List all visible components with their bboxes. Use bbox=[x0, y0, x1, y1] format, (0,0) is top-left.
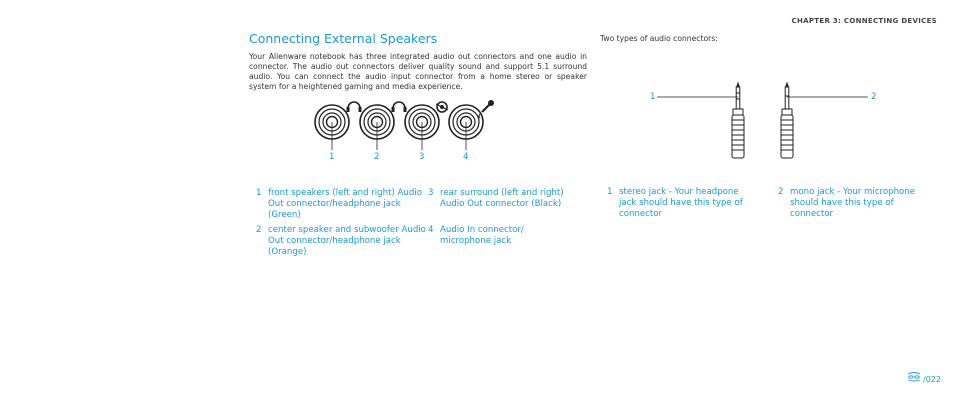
list-item-text: rear surround (left and right) Audio Out connector (Black) bbox=[440, 188, 564, 209]
callout-number: 2 bbox=[374, 152, 380, 162]
list-item-number: 4 bbox=[428, 225, 434, 235]
callout-number: 2 bbox=[871, 92, 877, 102]
callout-number: 1 bbox=[650, 92, 656, 102]
section-title: Connecting External Speakers bbox=[249, 31, 438, 46]
list-item-number: 2 bbox=[256, 225, 262, 235]
list-item-text: front speakers (left and right) Audio Out connector/headphone jack (Green) bbox=[268, 188, 422, 220]
list-item bbox=[607, 187, 767, 223]
headphone-icon bbox=[347, 102, 362, 112]
list-item bbox=[256, 225, 426, 261]
page-number-value: 022 bbox=[925, 375, 941, 384]
list-item bbox=[256, 188, 426, 224]
intro-paragraph: Your Alienware notebook has three integrated audio out connectors and one audio in connector. The audio out connectors deliver quality sound and support 5.1 surround audio. You can connect the audio input connector from a home stereo or speaker system for a heightened gaming and media experience. bbox=[249, 52, 587, 91]
chapter-header: CHAPTER 3: CONNECTING DEVICES bbox=[791, 17, 937, 25]
list-item-number: 2 bbox=[778, 187, 784, 197]
list-item bbox=[428, 225, 588, 261]
list-item-text: mono jack - Your microphone should have this type of connector bbox=[790, 187, 916, 219]
mono-jack-icon bbox=[781, 83, 793, 158]
list-item-number: 3 bbox=[428, 188, 434, 198]
list-item bbox=[428, 188, 588, 224]
stereo-jack-icon bbox=[732, 83, 744, 158]
headphone-icon bbox=[392, 102, 407, 112]
surround-icon bbox=[436, 102, 448, 112]
callout-number: 1 bbox=[329, 152, 335, 162]
list-item-number: 1 bbox=[256, 188, 262, 198]
list-item-text: Audio In connector/ microphone jack bbox=[440, 225, 524, 246]
page-number bbox=[909, 375, 941, 384]
list-item bbox=[778, 187, 938, 223]
callout-number: 4 bbox=[463, 152, 469, 162]
list-item-number: 1 bbox=[607, 187, 613, 197]
jacks-caption: Two types of audio connectors: bbox=[600, 34, 718, 43]
list-item-text: center speaker and subwoofer Audio Out connector/headphone jack (Orange) bbox=[268, 225, 426, 257]
page-separator: / bbox=[923, 375, 926, 384]
callout-number: 3 bbox=[419, 152, 425, 162]
list-item-text: stereo jack - Your headpone jack should have this type of connector bbox=[619, 187, 743, 219]
